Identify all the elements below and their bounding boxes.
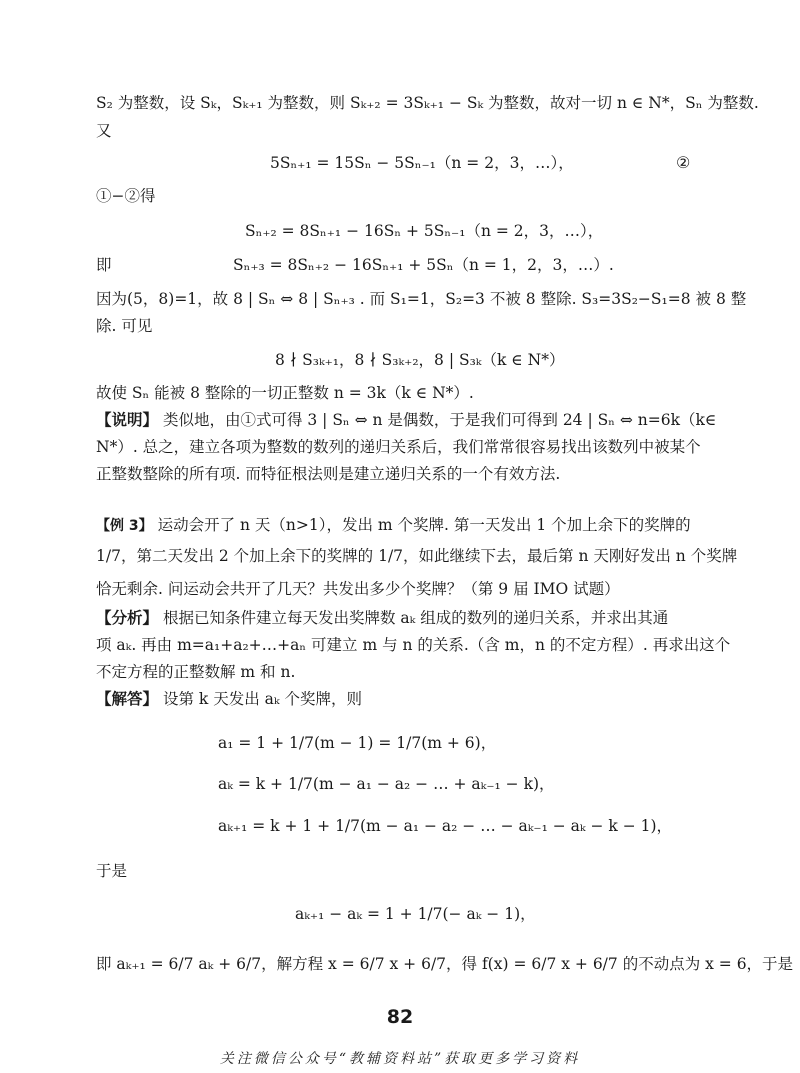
- solution-line-1: [96, 688, 362, 710]
- page-number: 82: [386, 1006, 414, 1028]
- text-line-18: 于是: [96, 862, 128, 880]
- solution-text: 设第 k 天发出 aₖ 个奖牌，则: [162, 690, 362, 708]
- text-line-5: 因为(5，8)=1，故 8 | Sₙ ⇔ 8 | Sₙ₊₃ . 而 S₁=1，S₂=3 不被 8 整除. S₃=3S₂−S₁=8 被 8 整: [96, 290, 747, 308]
- text-line-1: S₂ 为整数，设 Sₖ，Sₖ₊₁ 为整数，则 Sₖ₊₂ = 3Sₖ₊₁ − Sₖ 为整数，故对一切 n ∈ N*，Sₙ 为整数.: [96, 94, 759, 112]
- example-line-1: [96, 514, 691, 537]
- solution-tag: 【解答】: [96, 689, 159, 708]
- example-tag: 【例 3】: [96, 518, 153, 534]
- text-line-2: 又: [96, 122, 112, 140]
- equation-2: Sₙ₊₂ = 8Sₙ₊₁ − 16Sₙ + 5Sₙ₋₁（n = 2，3，…），: [245, 222, 604, 240]
- text-line-19: 即 aₖ₊₁ = 6/7 aₖ + 6/7，解方程 x = 6/7 x + 6/7，得 f(x) = 6/7 x + 6/7 的不动点为 x = 6，于是: [96, 955, 794, 973]
- text-line-7: 故使 Sₙ 能被 8 整除的一切正整数 n = 3k（k ∈ N*）.: [96, 384, 474, 402]
- text-line-12: 1/7，第二天发出 2 个加上余下的奖牌的 1/7，如此继续下去，最后第 n 天刚好发出 n 个奖牌: [96, 547, 738, 565]
- equation-8: aₖ₊₁ − aₖ = 1 + 1/7(− aₖ − 1)，: [295, 905, 536, 923]
- analysis-text: 根据已知条件建立每天发出奖牌数 aₖ 组成的数列的递归关系，并求出其通: [162, 609, 669, 627]
- equation-3: Sₙ₊₃ = 8Sₙ₊₂ − 16Sₙ₊₁ + 5Sₙ（n = 1，2，3，…）.: [233, 256, 614, 274]
- note-paragraph-line-1: [96, 409, 716, 431]
- text-line-3: ①−②得: [96, 187, 156, 205]
- text-line-9: N*）. 总之，建立各项为整数的数列的递归关系后，我们常常很容易找出该数列中被某个: [96, 438, 701, 456]
- text-line-15: 项 aₖ. 再由 m=a₁+a₂+…+aₙ 可建立 m 与 n 的关系.（含 m，n 的不定方程）. 再求出这个: [96, 636, 731, 654]
- equation-6: aₖ = k + 1/7(m − a₁ − a₂ − … + aₖ₋₁ − k)，: [218, 775, 555, 793]
- equation-7: aₖ₊₁ = k + 1 + 1/7(m − a₁ − a₂ − … − aₖ₋₁ − aₖ − k − 1)，: [218, 817, 673, 835]
- equation-5: a₁ = 1 + 1/7(m − 1) = 1/7(m + 6)，: [218, 734, 497, 752]
- equation-number: ②: [676, 153, 691, 172]
- analysis-line-1: [96, 607, 668, 629]
- text-line-13: 恰无剩余. 问运动会共开了几天？共发出多少个奖牌？（第 9 届 IMO 试题）: [96, 580, 620, 598]
- note-tag: 【说明】: [96, 410, 159, 429]
- note-text: 类似地，由①式可得 3 | Sₙ ⇔ n 是偶数，于是我们可得到 24 | Sₙ ⇔ n=6k（k∈: [162, 411, 717, 429]
- text-line-4: 即: [96, 256, 112, 274]
- footer-text: 关注微信公众号“教辅资料站”获取更多学习资料: [219, 1051, 581, 1067]
- example-text: 运动会开了 n 天（n>1），发出 m 个奖牌. 第一天发出 1 个加上余下的奖牌的: [157, 516, 691, 534]
- equation-1: 5Sₙ₊₁ = 15Sₙ − 5Sₙ₋₁（n = 2，3，…），: [270, 154, 574, 172]
- text-line-6: 除. 可见: [96, 317, 153, 335]
- equation-4: 8 ∤ S₃ₖ₊₁，8 ∤ S₃ₖ₊₂，8 | S₃ₖ（k ∈ N*）: [275, 351, 565, 369]
- analysis-tag: 【分析】: [96, 608, 159, 627]
- text-line-16: 不定方程的正整数解 m 和 n.: [96, 663, 296, 681]
- text-line-10: 正整数整除的所有项. 而特征根法则是建立递归关系的一个有效方法.: [96, 465, 561, 483]
